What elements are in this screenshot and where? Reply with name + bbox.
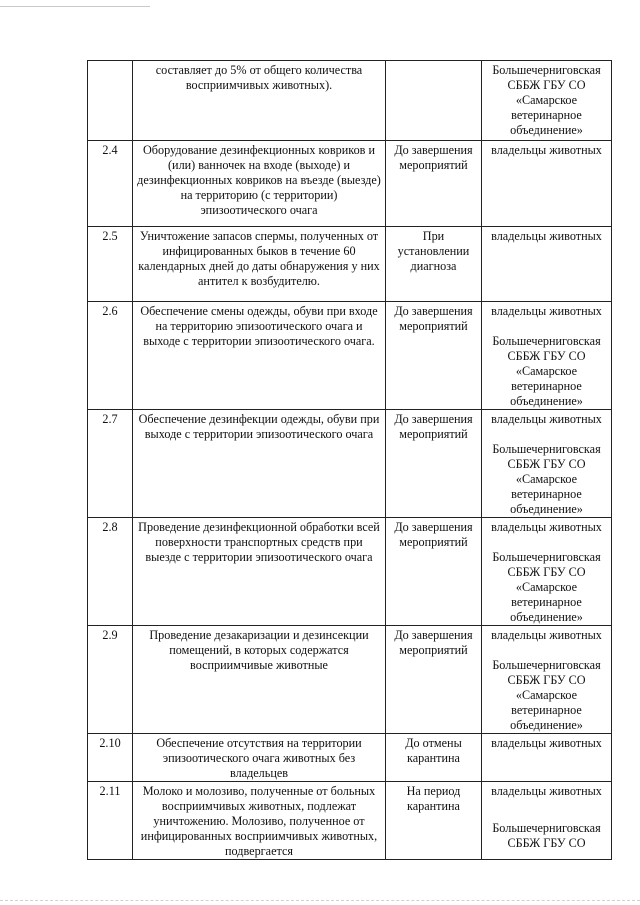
responsible-cell	[482, 302, 612, 410]
responsible-line: Большечерниговская СББЖ ГБУ СО «Самарское ветеринарное объединение»	[492, 63, 601, 137]
row-number: 2.8	[88, 518, 133, 626]
term-cell: До завершения мероприятий	[386, 302, 482, 410]
term-cell: До отмены карантина	[386, 734, 482, 782]
responsible-cell	[482, 410, 612, 518]
term-cell: До завершения мероприятий	[386, 410, 482, 518]
row-number: 2.9	[88, 626, 133, 734]
row-number: 2.10	[88, 734, 133, 782]
responsible-line: владельцы животных	[491, 304, 602, 318]
action-cell: Молоко и молозиво, полученные от больных восприимчивых животных, подлежат уничтожению. Молозиво, полученное от инфицированных восприимчивых животных, подвергается	[133, 782, 386, 860]
table-row	[88, 61, 612, 141]
scan-edge-mark	[0, 900, 640, 902]
row-number: 2.7	[88, 410, 133, 518]
responsible-line: Большечерниговская СББЖ ГБУ СО «Самарское ветеринарное объединение»	[492, 550, 601, 624]
term-cell: До завершения мероприятий	[386, 626, 482, 734]
responsible-cell	[482, 734, 612, 782]
term-cell: При установлении диагноза	[386, 227, 482, 302]
responsible-line: владельцы животных	[491, 143, 602, 157]
responsible-line: Большечерниговская СББЖ ГБУ СО	[492, 821, 601, 850]
responsible-line: владельцы животных	[491, 412, 602, 426]
responsible-line: владельцы животных	[491, 520, 602, 534]
table-row	[88, 782, 612, 860]
responsible-line: владельцы животных	[491, 229, 602, 243]
responsible-cell	[482, 782, 612, 860]
table-row	[88, 518, 612, 626]
term-cell: До завершения мероприятий	[386, 518, 482, 626]
action-cell: Оборудование дезинфекционных ковриков и (или) ванночек на входе (выходе) и дезинфекционных ковриков на въезде (выезде) на территорию (с территории) эпизоотического очага	[133, 141, 386, 227]
responsible-line: владельцы животных	[491, 628, 602, 642]
row-number: 2.5	[88, 227, 133, 302]
action-cell: Обеспечение отсутствия на территории эпизоотического очага животных без владельцев	[133, 734, 386, 782]
action-cell: Проведение дезинфекционной обработки всей поверхности транспортных средств при выезде с территории эпизоотического очага	[133, 518, 386, 626]
responsible-cell	[482, 518, 612, 626]
action-cell: составляет до 5% от общего количества восприимчивых животных).	[133, 61, 386, 141]
table-row	[88, 141, 612, 227]
term-cell	[386, 61, 482, 141]
responsible-cell	[482, 141, 612, 227]
table-row	[88, 626, 612, 734]
row-number: 2.11	[88, 782, 133, 860]
table-row	[88, 734, 612, 782]
action-cell: Обеспечение дезинфекции одежды, обуви при выходе с территории эпизоотического очага	[133, 410, 386, 518]
measures-table	[87, 60, 612, 860]
responsible-cell	[482, 626, 612, 734]
responsible-line: Большечерниговская СББЖ ГБУ СО «Самарское ветеринарное объединение»	[492, 442, 601, 516]
action-cell: Обеспечение смены одежды, обуви при входе на территорию эпизоотического очага и выходе с территории эпизоотического очага.	[133, 302, 386, 410]
responsible-line: владельцы животных	[491, 784, 602, 798]
responsible-cell	[482, 61, 612, 141]
responsible-line: Большечерниговская СББЖ ГБУ СО «Самарское ветеринарное объединение»	[492, 658, 601, 732]
row-number	[88, 61, 133, 141]
term-cell: На период карантина	[386, 782, 482, 860]
row-number: 2.6	[88, 302, 133, 410]
table-row	[88, 302, 612, 410]
action-cell: Проведение дезакаризации и дезинсекции помещений, в которых содержатся восприимчивые животные	[133, 626, 386, 734]
responsible-line: владельцы животных	[491, 736, 602, 750]
row-number: 2.4	[88, 141, 133, 227]
responsible-line: Большечерниговская СББЖ ГБУ СО «Самарское ветеринарное объединение»	[492, 334, 601, 408]
table-row	[88, 227, 612, 302]
table-row	[88, 410, 612, 518]
responsible-cell	[482, 227, 612, 302]
scan-edge-mark	[0, 0, 150, 7]
action-cell: Уничтожение запасов спермы, полученных от инфицированных быков в течение 60 календарных дней до даты обнаружения у них антител к возбудителю.	[133, 227, 386, 302]
term-cell: До завершения мероприятий	[386, 141, 482, 227]
